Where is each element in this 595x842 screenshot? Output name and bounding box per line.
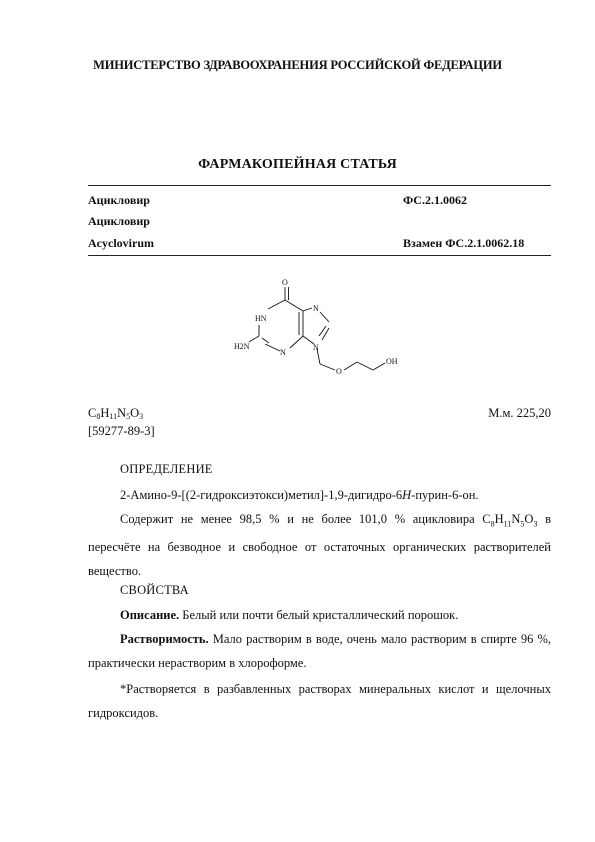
content-paragraph: Содержит не менее 98,5 % и не более 101,0 % ацикловира $C_8H_{11}N_5O_3$ в пересчёте на безводное и свободное от остаточных органических растворителей вещество. — [88, 512, 551, 578]
ministry-heading: МИНИСТЕРСТВО ЗДРАВООХРАНЕНИЯ РОССИЙСКОЙ ФЕДЕРАЦИИ — [93, 58, 502, 72]
bottom-divider — [88, 255, 551, 256]
cas-number: [59277-89-3] — [88, 424, 155, 438]
atom-o-carbonyl: O — [282, 278, 288, 287]
atom-h2n: H2N — [234, 342, 250, 351]
atom-n-five-bottom: N — [313, 343, 319, 352]
article-code: ФС.2.1.0062 — [403, 193, 467, 207]
definition-name: 2-Амино-9-[(2-гидроксиэтокси)метил]-1,9-дигидро-6H-пурин-6-он. — [120, 488, 479, 502]
chemical-structure-diagram — [225, 276, 425, 391]
atom-o-ether: O — [336, 367, 342, 376]
replaces-code: Взамен ФС.2.1.0062.18 — [403, 236, 525, 250]
atom-hn: HN — [255, 314, 267, 323]
atom-n-five-top: N — [313, 304, 319, 313]
molar-mass: М.м. 225,20 — [488, 406, 551, 420]
name-russian-1: Ацикловир — [88, 193, 150, 207]
molecular-formula: $C_8H_{11}N_5O_3$ — [88, 406, 144, 421]
solubility-paragraph: Растворимость. Мало растворим в воде, очень мало растворим в спирте 96 %, практически нерастворим в хлороформе. — [88, 632, 551, 670]
description-paragraph: Описание. Белый или почти белый кристаллический порошок. — [120, 608, 459, 622]
definition-heading: ОПРЕДЕЛЕНИЕ — [120, 462, 213, 476]
document-type-title: ФАРМАКОПЕЙНАЯ СТАТЬЯ — [198, 157, 397, 172]
name-russian-2: Ацикловир — [88, 214, 150, 228]
atom-n-ring: N — [280, 348, 286, 357]
top-divider — [88, 185, 551, 186]
name-latin: Acyclovirum — [88, 236, 154, 250]
note-paragraph: *Растворяется в разбавленных растворах минеральных кислот и щелочных гидроксидов. — [88, 682, 551, 720]
properties-heading: СВОЙСТВА — [120, 583, 189, 597]
atom-oh: OH — [386, 357, 398, 366]
